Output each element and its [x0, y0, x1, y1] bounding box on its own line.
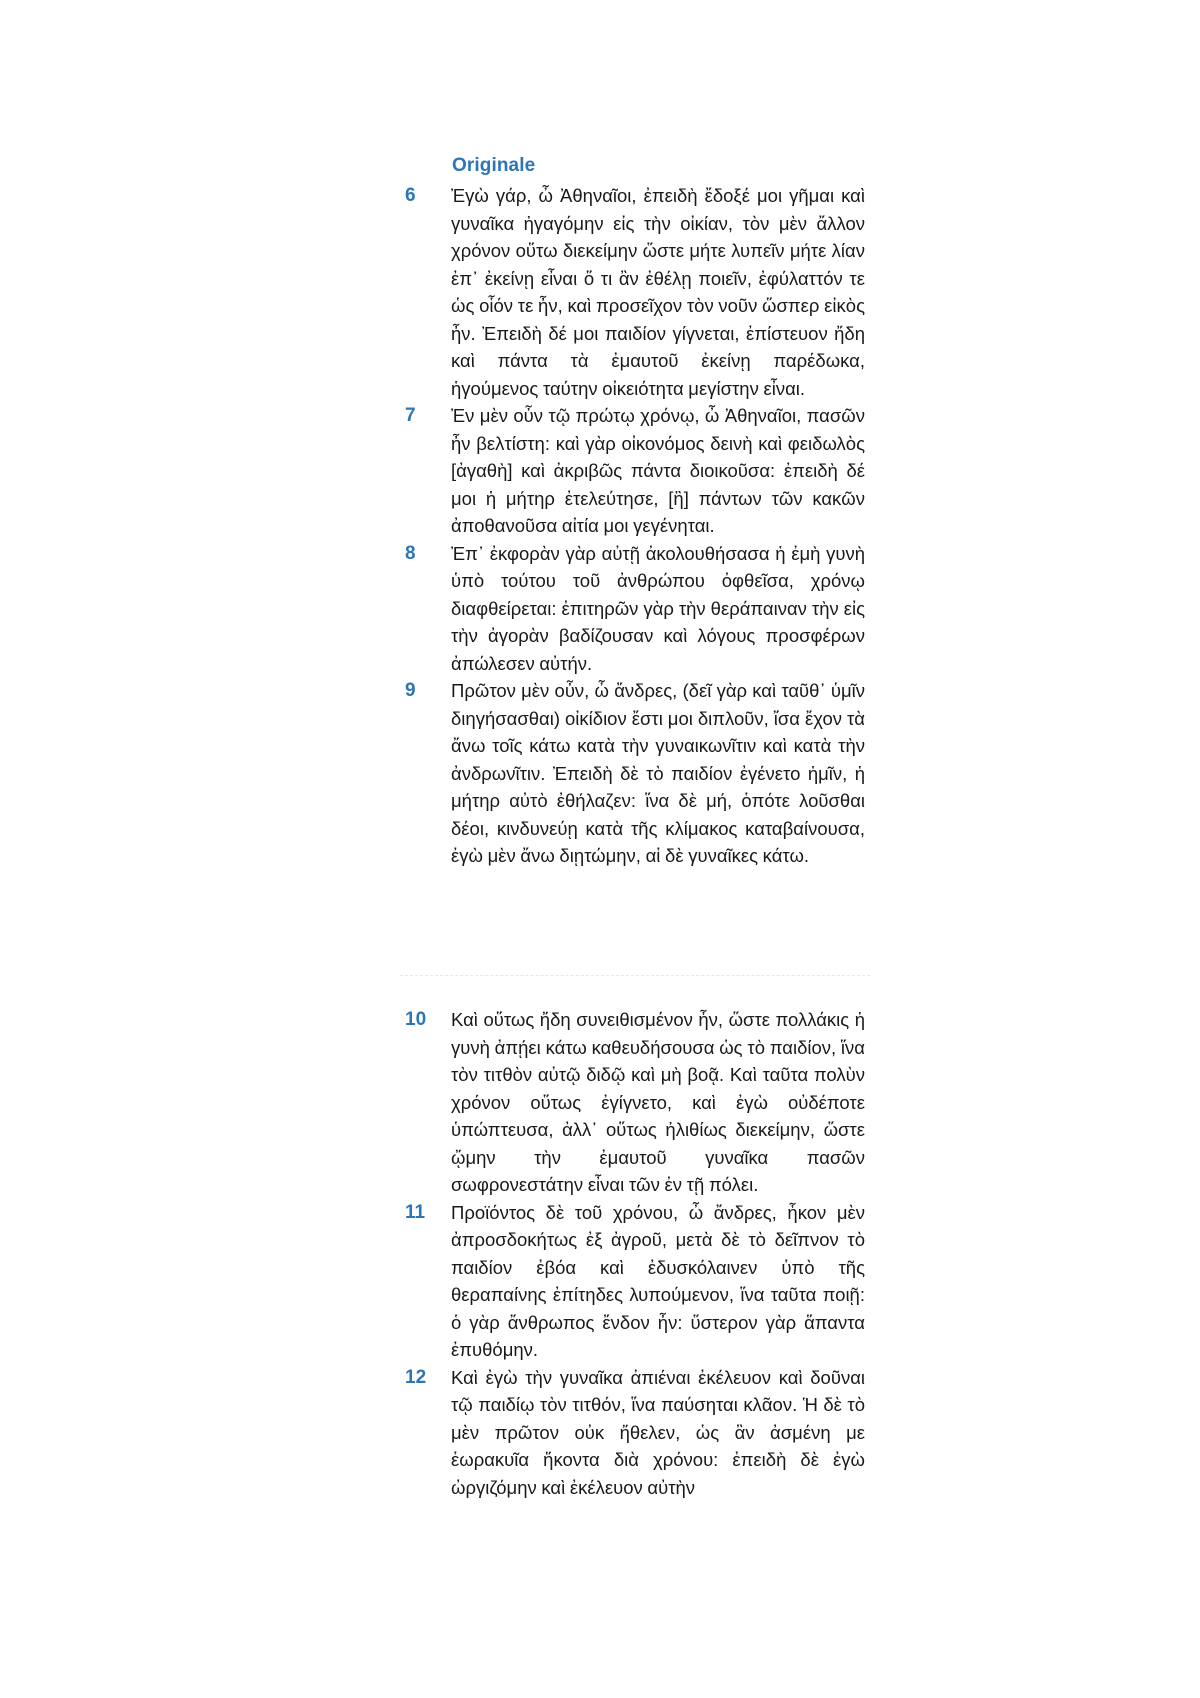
section-heading: Originale	[452, 155, 536, 176]
paragraph-number: 6	[405, 185, 416, 206]
paragraph-text: Προϊόντος δὲ τοῦ χρόνου, ὦ ἄνδρες, ἧκον μὲν ἀπροσδοκήτως ἐξ ἀγροῦ, μετὰ δὲ τὸ δεῖπνον τὸ παιδίον ἐβόα καὶ ἐδυσκόλαινεν ὑπὸ τῆς θεραπαίνης ἐπίτηδες λυπούμενον, ἵνα ταῦτα ποιῇ: ὁ γὰρ ἄνθρωπος ἔνδον ἦν: ὕστερον γὰρ ἅπαντα ἐπυθόμην.	[451, 1201, 865, 1360]
paragraph-number: 10	[405, 1009, 427, 1030]
paragraph-8	[405, 540, 865, 678]
paragraph-number: 7	[405, 405, 416, 426]
paragraph-text: Ἐν μὲν οὖν τῷ πρώτῳ χρόνῳ, ὦ Ἀθηναῖοι, πασῶν ἦν βελτίστη: καὶ γὰρ οἰκονόμος δεινὴ καὶ φειδωλὸς [ἀγαθὴ] καὶ ἀκριβῶς πάντα διοικοῦσα: ἐπειδὴ δέ μοι ἡ μήτηρ ἐτελεύτησε, [ἣ] πάντων τῶν κακῶν ἀποθανοῦσα αἰτία μοι γεγένηται.	[451, 405, 865, 536]
text-block-2	[405, 1006, 865, 1501]
paragraph-text: Καὶ ἐγὼ τὴν γυναῖκα ἀπιέναι ἐκέλευον καὶ δοῦναι τῷ παιδίῳ τὸν τιτθόν, ἵνα παύσηται κλᾶον. Ἡ δὲ τὸ μὲν πρῶτον οὐκ ἤθελεν, ὡς ἂν ἀσμένη με ἑωρακυῖα ἥκοντα διὰ χρόνου: ἐπειδὴ δὲ ἐγὼ ὠργιζόμην καὶ ἐκέλευον αὐτὴν	[451, 1366, 865, 1498]
paragraph-12	[405, 1364, 865, 1502]
paragraph-10	[405, 1006, 865, 1199]
paragraph-text: Καὶ οὕτως ἤδη συνειθισμένον ἦν, ὥστε πολλάκις ἡ γυνὴ ἀπῄει κάτω καθευδήσουσα ὡς τὸ παιδίον, ἵνα τὸν τιτθὸν αὐτῷ διδῷ καὶ μὴ βοᾷ. Καὶ ταῦτα πολὺν χρόνον οὕτως ἐγίγνετο, καὶ ἐγὼ οὐδέποτε ὑπώπτευσα, ἀλλ᾽ οὕτως ἠλιθίως διεκείμην, ὥστε ᾤμην τὴν ἐμαυτοῦ γυναῖκα πασῶν σωφρονεστάτην εἶναι τῶν ἐν τῇ πόλει.	[451, 1009, 865, 1195]
paragraph-6	[405, 182, 865, 402]
paragraph-7	[405, 402, 865, 540]
text-block-1	[405, 182, 865, 870]
paragraph-number: 8	[405, 542, 416, 564]
paragraph-9	[405, 677, 865, 870]
paragraph-11	[405, 1199, 865, 1364]
paragraph-text: Ἐγὼ γάρ, ὦ Ἀθηναῖοι, ἐπειδὴ ἔδοξέ μοι γῆμαι καὶ γυναῖκα ἠγαγόμην εἰς τὴν οἰκίαν, τὸν μὲν ἄλλον χρόνον οὕτω διεκείμην ὥστε μήτε λυπεῖν μήτε λίαν ἐπ᾽ ἐκείνῃ εἶναι ὅ τι ἂν ἐθέλῃ ποιεῖν, ἐφύλαττόν τε ὡς οἷόν τε ἦν, καὶ προσεῖχον τὸν νοῦν ὥσπερ εἰκὸς ἦν. Ἐπειδὴ δέ μοι παιδίον γίγνεται, ἐπίστευον ἤδη καὶ πάντα τὰ ἐμαυτοῦ ἐκείνῃ παρέδωκα, ἡγούμενος ταύτην οἰκειότητα μεγίστην εἶναι.	[451, 185, 865, 399]
paragraph-number: 12	[405, 1366, 427, 1388]
paragraph-text: Ἐπ᾽ ἐκφορὰν γὰρ αὐτῇ ἀκολουθήσασα ἡ ἐμὴ γυνὴ ὑπὸ τούτου τοῦ ἀνθρώπου ὀφθεῖσα, χρόνῳ διαφθείρεται: ἐπιτηρῶν γὰρ τὴν θεράπαιναν τὴν εἰς τὴν ἀγορὰν βαδίζουσαν καὶ λόγους προσφέρων ἀπώλεσεν αὐτήν.	[451, 542, 865, 674]
paragraph-number: 11	[405, 1201, 426, 1223]
paragraph-number: 9	[405, 680, 416, 701]
page-break-divider	[400, 975, 870, 976]
paragraph-text: Πρῶτον μὲν οὖν, ὦ ἄνδρες, (δεῖ γὰρ καὶ ταῦθ᾽ ὑμῖν διηγήσασθαι) οἰκίδιον ἔστι μοι διπλοῦν, ἴσα ἔχον τὰ ἄνω τοῖς κάτω κατὰ τὴν γυναικωνῖτιν καὶ κατὰ τὴν ἀνδρωνῖτιν. Ἐπειδὴ δὲ τὸ παιδίον ἐγένετο ἡμῖν, ἡ μήτηρ αὐτὸ ἐθήλαζεν: ἵνα δὲ μή, ὁπότε λοῦσθαι δέοι, κινδυνεύῃ κατὰ τῆς κλίμακος καταβαίνουσα, ἐγὼ μὲν ἄνω διῃτώμην, αἱ δὲ γυναῖκες κάτω.	[451, 680, 865, 866]
